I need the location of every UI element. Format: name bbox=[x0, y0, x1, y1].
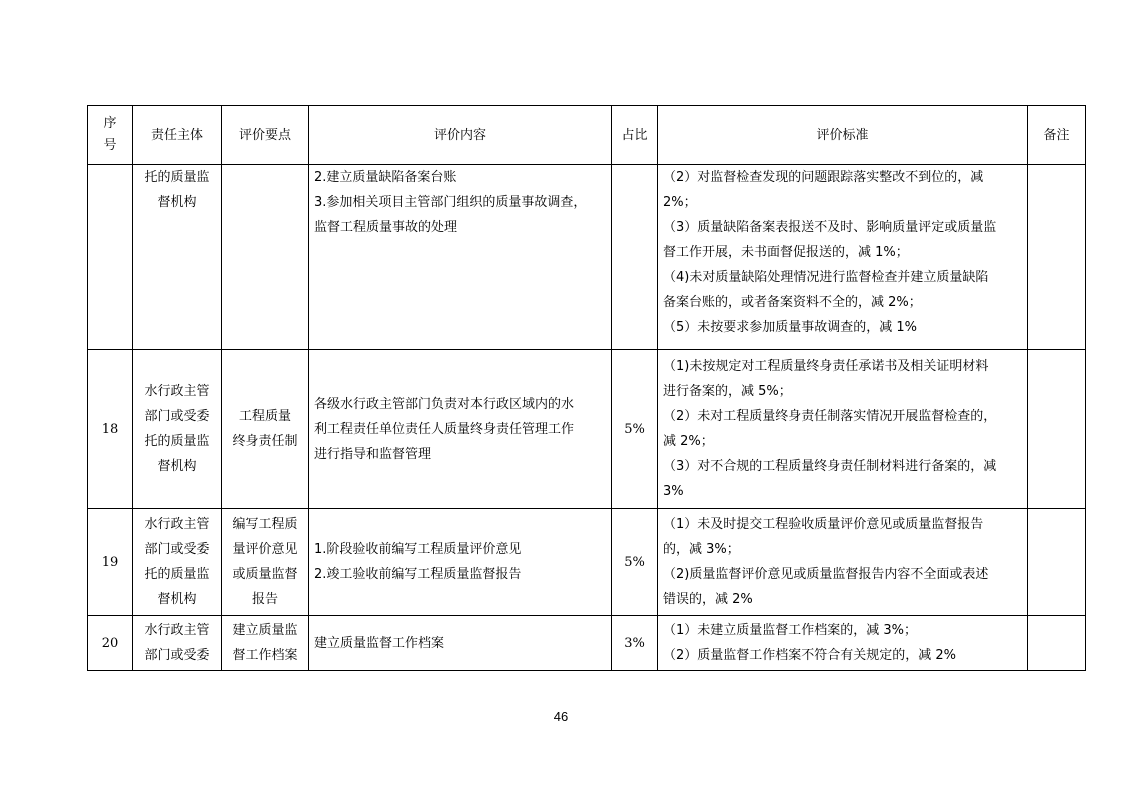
subject-line: 部门或受委 bbox=[144, 648, 210, 663]
points-line: 建立质量监 bbox=[232, 623, 298, 638]
standard-line: 2%； bbox=[663, 195, 697, 210]
points-line: 督工作档案 bbox=[232, 648, 298, 663]
points-line: 终身责任制 bbox=[232, 434, 298, 449]
cell-ratio: 5% bbox=[612, 509, 658, 616]
points-line: 量评价意见 bbox=[232, 542, 298, 557]
cell-ratio: 5% bbox=[612, 350, 658, 509]
standard-line: （2)质量监督评价意见或质量监督报告内容不全面或表述 bbox=[663, 567, 989, 582]
standard-line: （4)未对质量缺陷处理情况进行监督检查并建立质量缺陷 bbox=[663, 270, 989, 285]
subject-line: 部门或受委 bbox=[144, 409, 210, 424]
standard-line: （2）质量监督工作档案不符合有关规定的，减 2% bbox=[663, 648, 957, 663]
points-line: 工程质量 bbox=[238, 409, 291, 424]
header-standard: 评价标准 bbox=[658, 106, 1028, 165]
subject-line: 部门或受委 bbox=[144, 542, 210, 557]
standard-line: 3% bbox=[663, 484, 684, 499]
points-line: 编写工程质 bbox=[232, 517, 298, 532]
page-number: 46 bbox=[553, 709, 569, 724]
standard-line: 减 2%； bbox=[663, 434, 714, 449]
cell-points bbox=[222, 165, 309, 350]
standard-line: （2）对监督检查发现的问题跟踪落实整改不到位的，减 bbox=[663, 170, 984, 185]
header-seq-line-2: 号 bbox=[103, 138, 117, 153]
header-points: 评价要点 bbox=[222, 106, 309, 165]
content-line: 各级水行政主管部门负责对本行政区域内的水 bbox=[314, 396, 575, 412]
subject-line: 水行政主管 bbox=[144, 384, 210, 399]
standard-line: （5）未按要求参加质量事故调查的，减 1% bbox=[663, 320, 918, 335]
standard-line: （3）质量缺陷备案表报送不及时、影响质量评定或质量监 bbox=[663, 220, 997, 235]
cell-ratio bbox=[612, 165, 658, 350]
standard-line: 错误的，减 2% bbox=[663, 592, 753, 607]
evaluation-table bbox=[87, 105, 1086, 671]
header-ratio: 占比 bbox=[612, 106, 658, 165]
content-line: 进行指导和监督管理 bbox=[314, 446, 432, 462]
standard-line: （2）未对工程质量终身责任制落实情况开展监督检查的， bbox=[663, 409, 997, 424]
cell-points bbox=[222, 616, 309, 671]
cell-content bbox=[309, 350, 612, 509]
subject-line: 托的质量监 bbox=[144, 434, 210, 449]
cell-seq: 20 bbox=[88, 616, 133, 671]
content-line: 2.建立质量缺陷备案台账 bbox=[314, 170, 457, 185]
subject-line: 督机构 bbox=[157, 592, 197, 607]
cell-content bbox=[309, 616, 612, 671]
header-content: 评价内容 bbox=[309, 106, 612, 165]
table-row bbox=[88, 350, 1086, 509]
cell-ratio: 3% bbox=[612, 616, 658, 671]
cell-standard bbox=[658, 616, 1028, 671]
content-line: 2.竣工验收前编写工程质量监督报告 bbox=[314, 567, 522, 582]
standard-line: 进行备案的，减 5%； bbox=[663, 384, 792, 399]
cell-content bbox=[309, 165, 612, 350]
subject-line: 水行政主管 bbox=[144, 623, 210, 638]
subject-line: 水行政主管 bbox=[144, 517, 210, 532]
standard-line: 备案台账的，或者备案资料不全的，减 2%； bbox=[663, 295, 922, 310]
header-seq bbox=[88, 106, 133, 165]
cell-seq: 18 bbox=[88, 350, 133, 509]
cell-subject bbox=[133, 350, 222, 509]
cell-remark bbox=[1028, 165, 1086, 350]
cell-subject bbox=[133, 165, 222, 350]
cell-standard bbox=[658, 509, 1028, 616]
cell-standard bbox=[658, 350, 1028, 509]
cell-remark bbox=[1028, 616, 1086, 671]
table-row bbox=[88, 616, 1086, 671]
header-seq-line-1: 序 bbox=[103, 116, 117, 131]
content-line: 1.阶段验收前编写工程质量评价意见 bbox=[314, 542, 522, 557]
standard-line: （1）未及时提交工程验收质量评价意见或质量监督报告 bbox=[663, 517, 984, 532]
cell-seq: 19 bbox=[88, 509, 133, 616]
content-line: 监督工程质量事故的处理 bbox=[314, 220, 458, 235]
cell-seq bbox=[88, 165, 133, 350]
header-subject: 责任主体 bbox=[133, 106, 222, 165]
standard-line: （1）未建立质量监督工作档案的，减 3%； bbox=[663, 623, 918, 638]
content-line: 利工程责任单位责任人质量终身责任管理工作 bbox=[314, 421, 575, 437]
cell-points bbox=[222, 509, 309, 616]
header-row bbox=[88, 106, 1086, 165]
table-row bbox=[88, 165, 1086, 350]
cell-content bbox=[309, 509, 612, 616]
standard-line: （3）对不合规的工程质量终身责任制材料进行备案的，减 bbox=[663, 459, 997, 474]
standard-line: 的，减 3%； bbox=[663, 542, 740, 557]
content-line: 3.参加相关项目主管部门组织的质量事故调查， bbox=[314, 195, 587, 210]
subject-line: 督机构 bbox=[157, 459, 197, 474]
subject-line: 托的质量监 bbox=[144, 567, 210, 582]
cell-points bbox=[222, 350, 309, 509]
subject-line: 督机构 bbox=[157, 195, 197, 210]
points-line: 或质量监督 bbox=[232, 567, 298, 582]
cell-subject bbox=[133, 616, 222, 671]
table-row bbox=[88, 509, 1086, 616]
subject-line: 托的质量监 bbox=[144, 170, 210, 185]
cell-subject bbox=[133, 509, 222, 616]
cell-remark bbox=[1028, 350, 1086, 509]
standard-line: 督工作开展，未书面督促报送的，减 1%； bbox=[663, 245, 909, 260]
points-line: 报告 bbox=[251, 592, 278, 607]
cell-standard bbox=[658, 165, 1028, 350]
cell-remark bbox=[1028, 509, 1086, 616]
standard-line: （1)未按规定对工程质量终身责任承诺书及相关证明材料 bbox=[663, 359, 989, 374]
content-line: 建立质量监督工作档案 bbox=[314, 635, 445, 651]
header-remark: 备注 bbox=[1028, 106, 1086, 165]
